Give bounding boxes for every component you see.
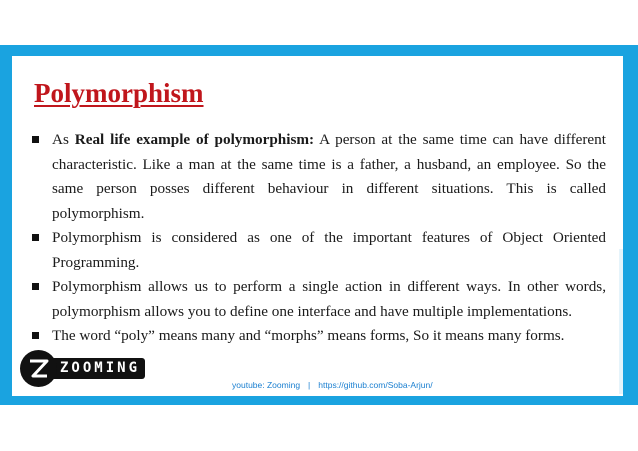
bullet-lead: As bbox=[52, 131, 75, 148]
bullet-item bbox=[32, 128, 606, 226]
square-bullet-icon bbox=[32, 136, 39, 143]
zooming-logo bbox=[20, 350, 147, 387]
bullet-list bbox=[32, 128, 606, 349]
footer-links bbox=[232, 380, 433, 390]
slide-content bbox=[12, 56, 623, 396]
z-logo-icon bbox=[20, 350, 57, 387]
square-bullet-icon bbox=[32, 283, 39, 290]
frame-edge-tab bbox=[619, 249, 623, 394]
bullet-item bbox=[32, 226, 606, 275]
bullet-item bbox=[32, 275, 606, 324]
bullet-bold-text: Real life example of polymorphism: bbox=[74, 131, 315, 148]
bullet-text: The word “poly” means many and “morphs” means forms, So it means many forms. bbox=[52, 327, 565, 344]
square-bullet-icon bbox=[32, 234, 39, 241]
youtube-link[interactable]: youtube: Zooming bbox=[232, 380, 301, 390]
slide-frame bbox=[0, 45, 638, 405]
bullet-item bbox=[32, 324, 606, 349]
logo-text: ZOOMING bbox=[60, 360, 141, 376]
bullet-text: Polymorphism allows us to perform a single action in different ways. In other words, polymorphism allows you to define one interface and have multiple implementations. bbox=[52, 278, 606, 320]
slide-title: Polymorphism bbox=[34, 78, 204, 108]
square-bullet-icon bbox=[32, 332, 39, 339]
bullet-text: Polymorphism is considered as one of the important features of Object Oriented Programming. bbox=[52, 229, 606, 271]
github-link[interactable]: https://github.com/Soba-Arjun/ bbox=[318, 380, 433, 390]
footer-separator: | bbox=[308, 380, 311, 390]
bullet-text: A person at the same time can have different characteristic. Like a man at the same time is a father, a husband, an employee. So the same person posses different behaviour in different situations. This is called polymorphism. bbox=[52, 131, 606, 222]
